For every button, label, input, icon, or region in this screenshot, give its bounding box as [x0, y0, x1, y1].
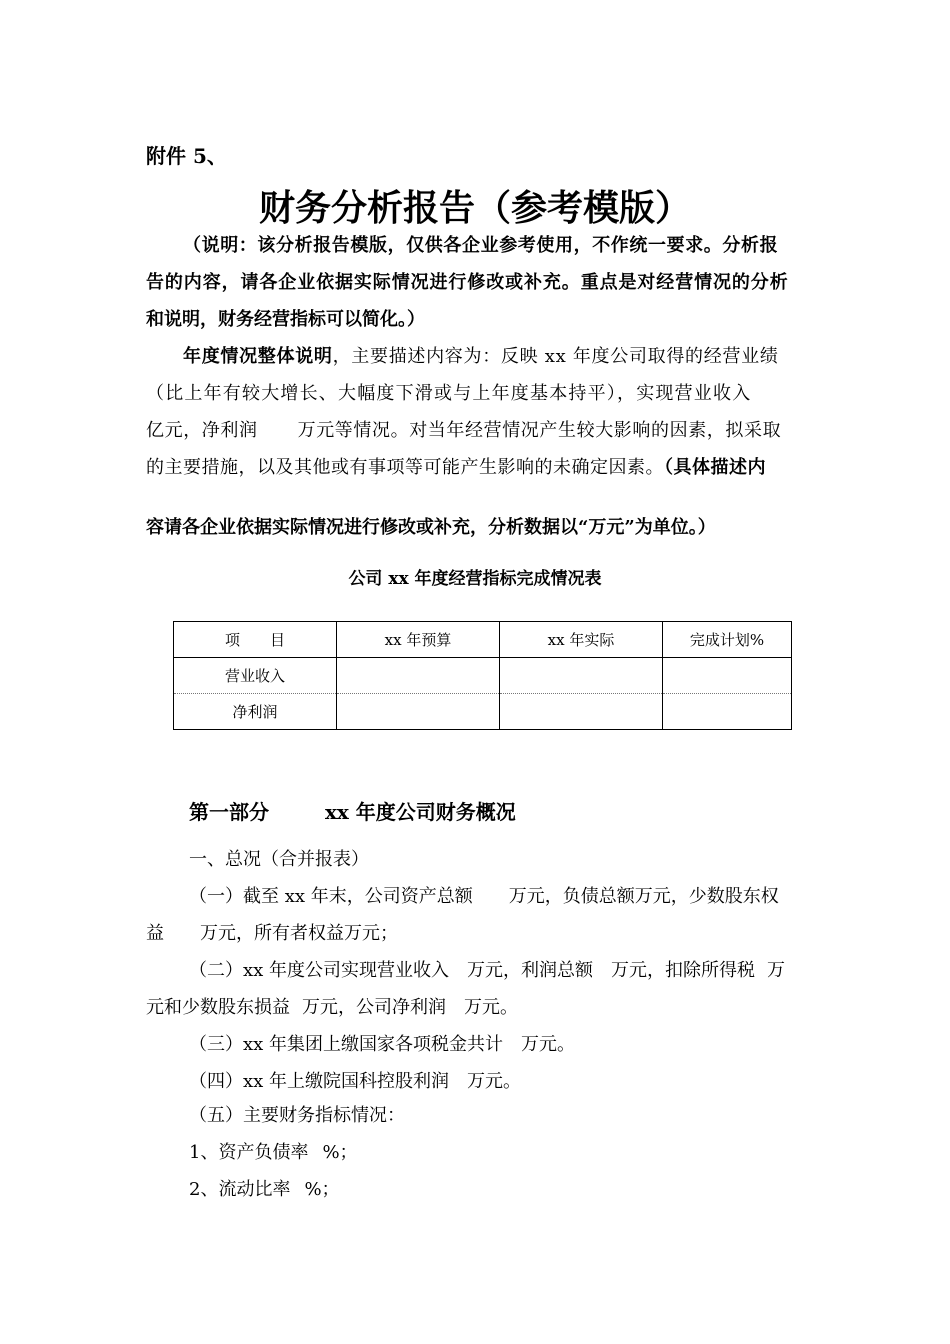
- table-header-row: [174, 622, 792, 658]
- content-line-8: （五）主要财务指标情况：: [189, 1105, 405, 1126]
- note-line-3: 和说明，财务经营指标可以简化。）: [146, 309, 425, 330]
- table-cell: [663, 694, 792, 730]
- content-line-6: [189, 1035, 575, 1055]
- content-line-5c: 万元。: [464, 997, 518, 1018]
- content-line-3b: 万元，所有者权益万元；: [200, 923, 398, 944]
- indicator-table: [173, 621, 792, 730]
- table-header-cell: xx 年预算: [337, 622, 500, 658]
- overview-line-1-text: ，主要描述内容为：反映 xx 年度公司取得的经营业绩: [332, 346, 779, 367]
- content-line-4a: （二）xx 年度公司实现营业收入: [189, 960, 450, 981]
- content-line-4d: 万: [767, 960, 786, 981]
- overview-line-5: 容请各企业依据实际情况进行修改或补充，分析数据以“万元”为单位。）: [146, 517, 716, 538]
- table-header-cell: 项 目: [174, 622, 337, 658]
- content-line-6b: 万元。: [521, 1034, 576, 1055]
- content-line-1: 一、总况（合并报表）: [189, 849, 369, 870]
- content-line-7a: （四）xx 年上缴院国科控股利润: [189, 1071, 450, 1092]
- section-heading: [189, 796, 516, 825]
- content-line-2b: 万元，负债总额万元，少数股东权: [508, 886, 779, 907]
- table-cell: [663, 658, 792, 694]
- overview-line-4-bold: （具体描述内: [664, 457, 766, 478]
- section-name: xx 年度公司财务概况: [325, 800, 516, 824]
- overview-line-3a: 亿元，净利润: [146, 420, 258, 441]
- table-header-cell: xx 年实际: [500, 622, 663, 658]
- overview-line-3b: 万元等情况。对当年经营情况产生较大影响的因素，拟采取: [297, 420, 782, 441]
- table-cell: 营业收入: [174, 658, 337, 694]
- note-line-2: 告的内容，请各企业依据实际情况进行修改或补充。重点是对经营情况的分析: [146, 272, 789, 293]
- content-line-5a: 元和少数股东损益: [146, 997, 290, 1018]
- attachment-label: 附件 5、: [146, 144, 227, 168]
- overview-line-4: [146, 458, 766, 478]
- table-cell: [500, 694, 663, 730]
- section-part: 第一部分: [189, 800, 269, 824]
- overview-heading: 年度情况整体说明: [183, 346, 333, 367]
- content-line-10b: %；: [304, 1179, 340, 1200]
- content-line-2a: （一）截至 xx 年末，公司资产总额: [189, 886, 473, 907]
- content-line-3: [146, 924, 398, 944]
- table-cell: [500, 658, 663, 694]
- table-title: 公司 xx 年度经营指标完成情况表: [348, 569, 602, 589]
- content-line-4c: 万元，扣除所得税: [611, 960, 756, 981]
- content-line-10a: 2、流动比率: [189, 1179, 291, 1200]
- content-line-3a: 益: [146, 923, 164, 944]
- content-line-10: [189, 1180, 340, 1200]
- table-cell: 净利润: [174, 694, 337, 730]
- report-title: 财务分析报告（参考模版）: [258, 187, 691, 229]
- table-row: [174, 694, 792, 730]
- content-line-9b: %；: [322, 1142, 358, 1163]
- content-line-5b: 万元，公司净利润: [302, 997, 446, 1018]
- note-line-1: （说明：该分析报告模版，仅供各企业参考使用，不作统一要求。分析报: [183, 235, 779, 256]
- table-cell: [337, 658, 500, 694]
- content-line-7b: 万元。: [467, 1071, 522, 1092]
- content-line-6a: （三）xx 年集团上缴国家各项税金共计: [189, 1034, 504, 1055]
- table-row: [174, 658, 792, 694]
- content-line-4b: 万元，利润总额: [467, 960, 594, 981]
- content-line-5: [146, 998, 518, 1018]
- content-line-9a: 1、资产负债率: [189, 1142, 309, 1163]
- content-line-9: [189, 1143, 358, 1163]
- content-line-4: [189, 961, 785, 981]
- overview-line-1: [183, 347, 779, 367]
- overview-line-2: （比上年有较大增长、大幅度下滑或与上年度基本持平），实现营业收入: [146, 383, 752, 404]
- table-header-cell: 完成计划%: [663, 622, 792, 658]
- content-line-7: [189, 1072, 521, 1092]
- table-cell: [337, 694, 500, 730]
- overview-line-3: [146, 421, 781, 441]
- content-line-2: [189, 887, 779, 907]
- overview-line-4-text: 的主要措施，以及其他或有事项等可能产生影响的未确定因素。: [146, 457, 664, 478]
